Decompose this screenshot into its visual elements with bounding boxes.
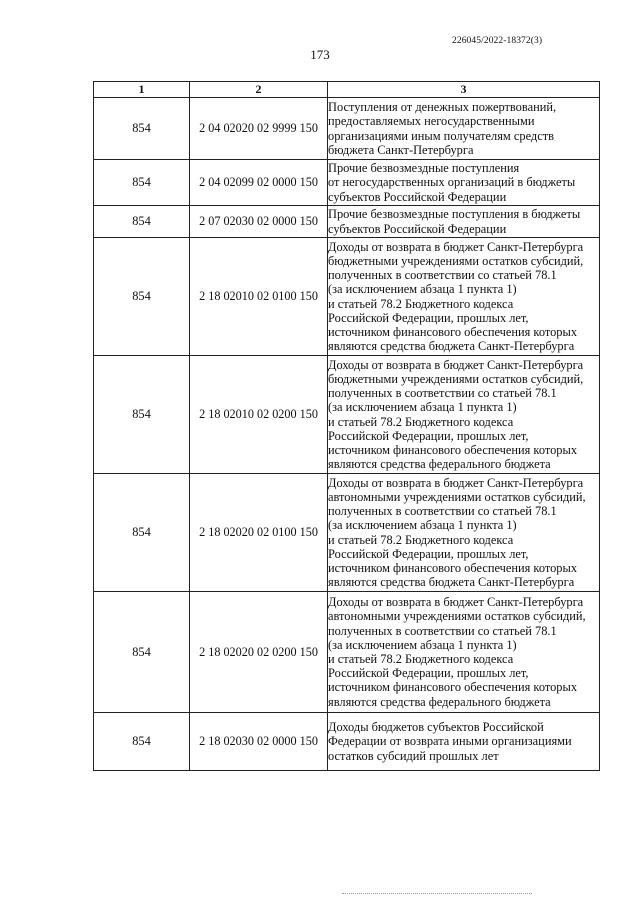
description-line: автономными учреждениями остатков субсидий, (328, 609, 586, 624)
description-line: и статьей 78.2 Бюджетного кодекса (328, 296, 514, 311)
description-line: источником финансового обеспечения которых (328, 680, 578, 695)
table-row (94, 238, 600, 356)
description-line: организациями иным получателям средств (328, 128, 554, 143)
description-line: Российской Федерации, прошлых лет, (328, 666, 529, 681)
description-line: Доходы от возврата в бюджет Санкт-Петербурга (328, 239, 584, 254)
column-header-1: 1 (94, 82, 190, 98)
description-line: Доходы от возврата в бюджет Санкт-Петербурга (328, 475, 584, 490)
table-row (94, 713, 600, 771)
admin-code-cell: 854 (94, 592, 190, 713)
revenue-code-cell: 2 18 02010 02 0100 150 (190, 238, 328, 356)
description-line: являются средства федерального бюджета (328, 694, 551, 709)
revenue-description-cell (328, 238, 600, 356)
description-line: полученных в соответствии со статьей 78.1 (328, 386, 557, 401)
table-row (94, 98, 600, 160)
admin-code-cell: 854 (94, 713, 190, 771)
description-line: субъектов Российской Федерации (328, 221, 507, 236)
description-line: Доходы от возврата в бюджет Санкт-Петербурга (328, 595, 584, 610)
table-row (94, 356, 600, 474)
description-line: (за исключением абзаца 1 пункта 1) (328, 518, 517, 533)
description-line: и статьей 78.2 Бюджетного кодекса (328, 532, 514, 547)
description-line: остатков субсидий прошлых лет (328, 748, 499, 763)
description-line: бюджетными учреждениями остатков субсидий, (328, 253, 584, 268)
description-line: источником финансового обеспечения которых (328, 442, 578, 457)
admin-code-cell: 854 (94, 206, 190, 238)
revenue-description-cell (328, 98, 600, 160)
revenue-code-cell: 2 18 02010 02 0200 150 (190, 356, 328, 474)
description-line: (за исключением абзаца 1 пункта 1) (328, 637, 517, 652)
description-line: Прочие безвозмездные поступления в бюджеты (328, 207, 581, 222)
revenue-code-cell: 2 04 02099 02 0000 150 (190, 160, 328, 206)
document-number: 226045/2022-18372(3) (452, 36, 543, 46)
revenue-description-cell (328, 206, 600, 238)
description-line: и статьей 78.2 Бюджетного кодекса (328, 652, 514, 666)
description-line: полученных в соответствии со статьей 78.1 (328, 504, 557, 519)
description-line: полученных в соответствии со статьей 78.1 (328, 623, 557, 638)
description-line: Российской Федерации, прошлых лет, (328, 310, 529, 325)
revenue-code-cell: 2 04 02020 02 9999 150 (190, 98, 328, 160)
revenue-code-cell: 2 18 02020 02 0100 150 (190, 474, 328, 592)
admin-code-cell: 854 (94, 474, 190, 592)
description-line: (за исключением абзаца 1 пункта 1) (328, 282, 517, 297)
description-line: Прочие безвозмездные поступления (328, 161, 520, 176)
description-line: Доходы бюджетов субъектов Российской (328, 720, 544, 735)
revenue-description-cell (328, 713, 600, 771)
column-header-2: 2 (190, 82, 328, 98)
revenue-code-cell: 2 07 02030 02 0000 150 (190, 206, 328, 238)
description-line: являются средства бюджета Санкт-Петербурга (328, 575, 575, 590)
description-line: бюджета Санкт-Петербурга (328, 142, 474, 157)
description-line: являются средства бюджета Санкт-Петербурга (328, 339, 575, 354)
description-line: бюджетными учреждениями остатков субсидий, (328, 371, 584, 386)
revenue-description-cell (328, 160, 600, 206)
revenue-description-cell (328, 592, 600, 713)
revenue-code-cell: 2 18 02020 02 0200 150 (190, 592, 328, 713)
table-row (94, 206, 600, 238)
page-number: 173 (310, 47, 330, 62)
description-line: от негосударственных организаций в бюджеты (328, 175, 576, 190)
admin-code-cell: 854 (94, 356, 190, 474)
revenue-description-cell (328, 474, 600, 592)
description-line: источником финансового обеспечения которых (328, 560, 578, 575)
admin-code-cell: 854 (94, 160, 190, 206)
description-line: субъектов Российской Федерации (328, 189, 507, 204)
description-line: являются средства федерального бюджета (328, 457, 551, 472)
description-line: Доходы от возврата в бюджет Санкт-Петербурга (328, 357, 584, 372)
scan-artifact (342, 893, 532, 897)
table-row (94, 474, 600, 592)
table-header-row (94, 82, 600, 98)
budget-codes-table (93, 81, 600, 771)
revenue-code-cell: 2 18 02030 02 0000 150 (190, 713, 328, 771)
table-row (94, 160, 600, 206)
description-line: (за исключением абзаца 1 пункта 1) (328, 400, 517, 415)
description-line: Федерации от возврата иными организациями (328, 734, 572, 749)
column-header-3: 3 (328, 82, 600, 98)
description-line: автономными учреждениями остатков субсидий, (328, 489, 586, 504)
description-line: источником финансового обеспечения которых (328, 324, 578, 339)
table-row (94, 592, 600, 713)
description-line: предоставляемых негосударственными (328, 114, 535, 129)
description-line: полученных в соответствии со статьей 78.1 (328, 268, 557, 283)
description-line: Поступления от денежных пожертвований, (328, 100, 557, 115)
admin-code-cell: 854 (94, 238, 190, 356)
description-line: и статьей 78.2 Бюджетного кодекса (328, 414, 514, 429)
revenue-description-cell (328, 356, 600, 474)
admin-code-cell: 854 (94, 98, 190, 160)
description-line: Российской Федерации, прошлых лет, (328, 428, 529, 443)
description-line: Российской Федерации, прошлых лет, (328, 546, 529, 561)
